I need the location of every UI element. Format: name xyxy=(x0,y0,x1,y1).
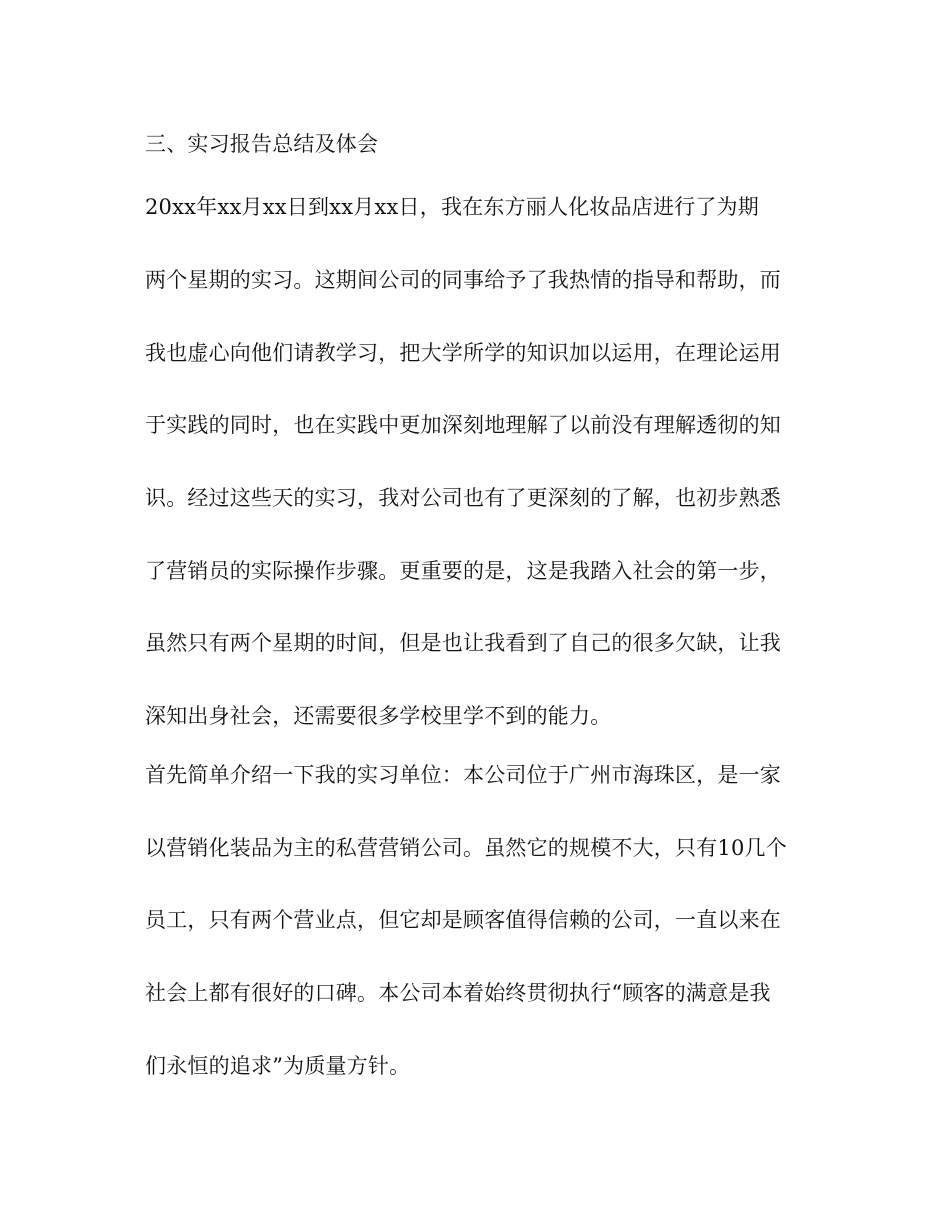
text-line: 首先简单介绍一下我的实习单位：本公司位于广州市海珠区，是一家 xyxy=(145,763,781,787)
text-line: 识。经过这些天的实习，我对公司也有了更深刻的了解，也初步熟悉 xyxy=(145,486,781,510)
text-line: 了营销员的实际操作步骤。更重要的是，这是我踏入社会的第一步， xyxy=(145,559,781,583)
text-line: 深知出身社会，还需要很多学校里学不到的能力。 xyxy=(145,704,612,728)
text-line: 员工，只有两个营业点，但它却是顾客值得信赖的公司，一直以来在 xyxy=(145,908,781,932)
text-line: 社会上都有很好的口碑。本公司本着始终贯彻执行“顾客的满意是我 xyxy=(145,981,771,1005)
text-line: 以营销化装品为主的私营营销公司。虽然它的规模不大，只有10几个 xyxy=(145,836,787,860)
text-line: 虽然只有两个星期的时间，但是也让我看到了自己的很多欠缺，让我 xyxy=(145,631,781,655)
text-line: 于实践的同时，也在实践中更加深刻地理解了以前没有理解透彻的知 xyxy=(145,413,781,437)
text-line: 20xx年xx月xx日到xx月xx日，我在东方丽人化妆品店进行了为期 xyxy=(145,195,759,219)
text-line: 们永恒的追求”为质量方针。 xyxy=(145,1054,411,1078)
section-heading: 三、实习报告总结及体会 xyxy=(145,132,379,156)
text-line: 我也虚心向他们请教学习，把大学所学的知识加以运用，在理论运用 xyxy=(145,341,781,365)
text-line: 两个星期的实习。这期间公司的同事给予了我热情的指导和帮助，而 xyxy=(145,268,781,292)
